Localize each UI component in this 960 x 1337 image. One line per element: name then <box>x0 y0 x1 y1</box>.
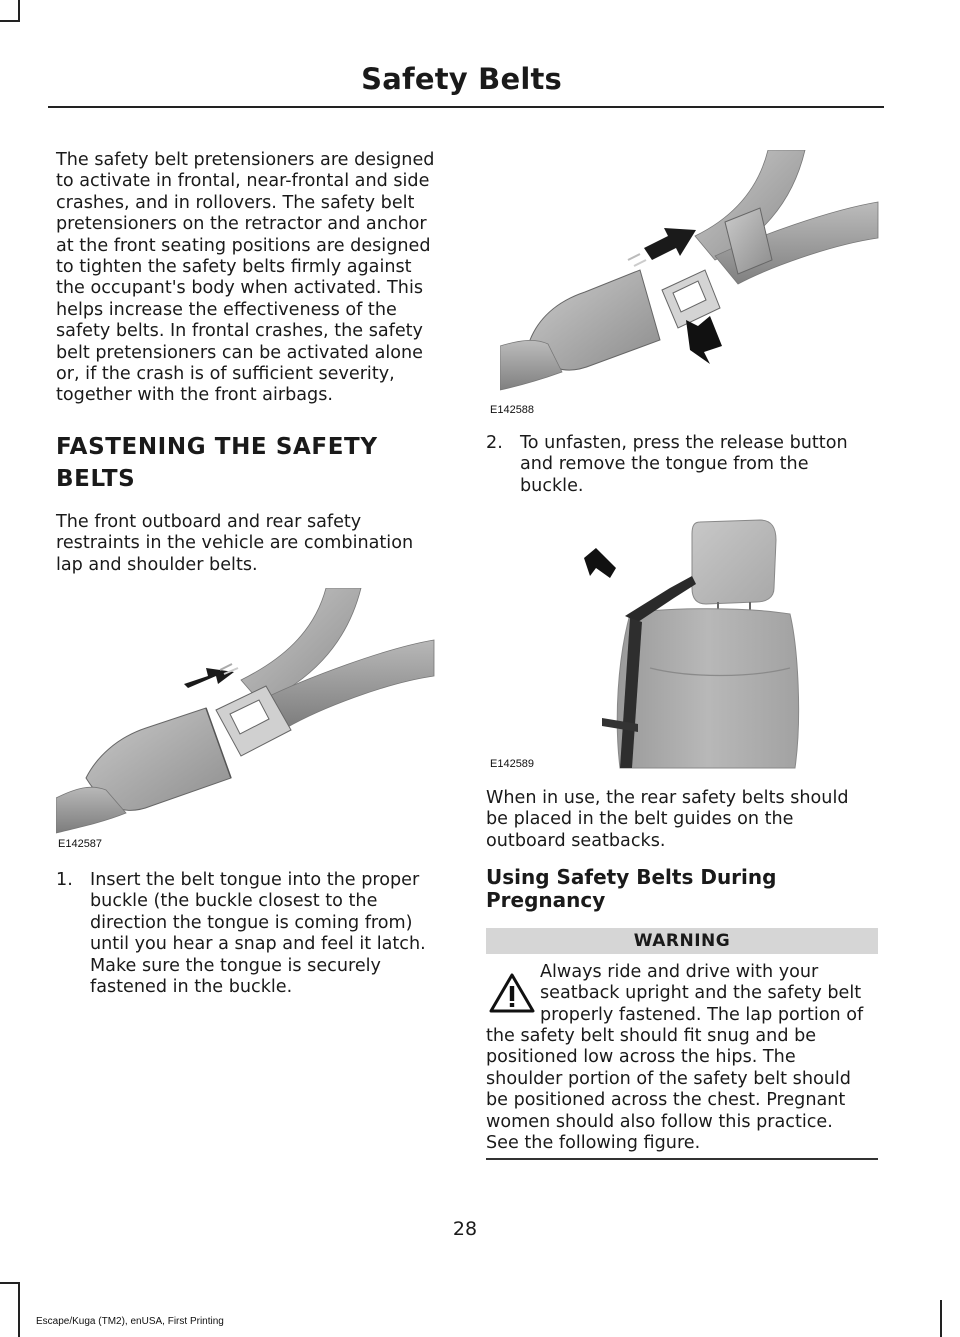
crop-mark <box>18 0 20 22</box>
warning-banner: WARNING <box>486 928 878 954</box>
warning-text-continued: the safety belt should fit snug and be positioned low across the hips. The shoulder portion of the safety belt should be positioned across the chest. Pregnant women should also follow this practice. See the following figure. <box>486 1026 851 1154</box>
figure-code: E142589 <box>490 758 535 770</box>
warning-text: Always ride and drive with your seatback upright and the safety belt properly fastened. The lap portion of <box>540 962 864 1025</box>
page-number: 28 <box>452 1218 478 1240</box>
seatback-illustration <box>580 518 810 770</box>
figure-code: E142587 <box>58 838 103 850</box>
belt-fasten-figure <box>56 588 436 840</box>
header-divider <box>48 106 884 108</box>
crop-mark <box>18 1282 20 1337</box>
belt-release-figure <box>500 150 880 404</box>
buckle-illustration <box>56 588 436 840</box>
belt-guides-paragraph: When in use, the rear safety belts should be placed in the belt guides on the outboard seatbacks. <box>486 788 849 851</box>
footer-text: Escape/Kuga (TM2), enUSA, First Printing <box>36 1316 224 1327</box>
crop-mark <box>0 1282 20 1284</box>
crop-mark <box>940 1300 942 1337</box>
figure-code: E142588 <box>490 404 535 416</box>
subsection-heading: Using Safety Belts During Pregnancy <box>486 865 777 912</box>
step-number: 1. <box>56 870 73 890</box>
step-number: 2. <box>486 433 503 453</box>
section-heading: FASTENING THE SAFETY BELTS <box>56 434 378 492</box>
buckle-release-illustration <box>500 150 880 404</box>
warning-triangle-icon <box>488 972 536 1014</box>
page-title: Safety Belts <box>361 62 562 96</box>
crop-mark <box>0 20 20 22</box>
combination-belts-paragraph: The front outboard and rear safety restraints in the vehicle are combination lap and shoulder belts. <box>56 512 414 575</box>
warning-icon <box>488 972 536 1014</box>
step-text: Insert the belt tongue into the proper buckle (the buckle closest to the direction the tongue is coming from) until you hear a snap and feel it latch. Make sure the tongue is securely fastened in the buckle. <box>90 870 426 998</box>
belt-guide-figure <box>580 518 810 770</box>
warning-end-rule <box>486 1158 878 1160</box>
step-text: To unfasten, press the release button and remove the tongue from the buckle. <box>520 433 848 496</box>
intro-paragraph: The safety belt pretensioners are designed to activate in frontal, near-frontal and side crashes, and in rollovers. The safety belt pretensioners on the retractor and anchor at the front seating positions are designed to tighten the safety belts firmly against the occupant's body when activated. This helps increase the effectiveness of the safety belts. In frontal crashes, the safety belt pretensioners can be activated alone or, if the crash is of sufficient severity, together with the front airbags. <box>56 150 435 406</box>
